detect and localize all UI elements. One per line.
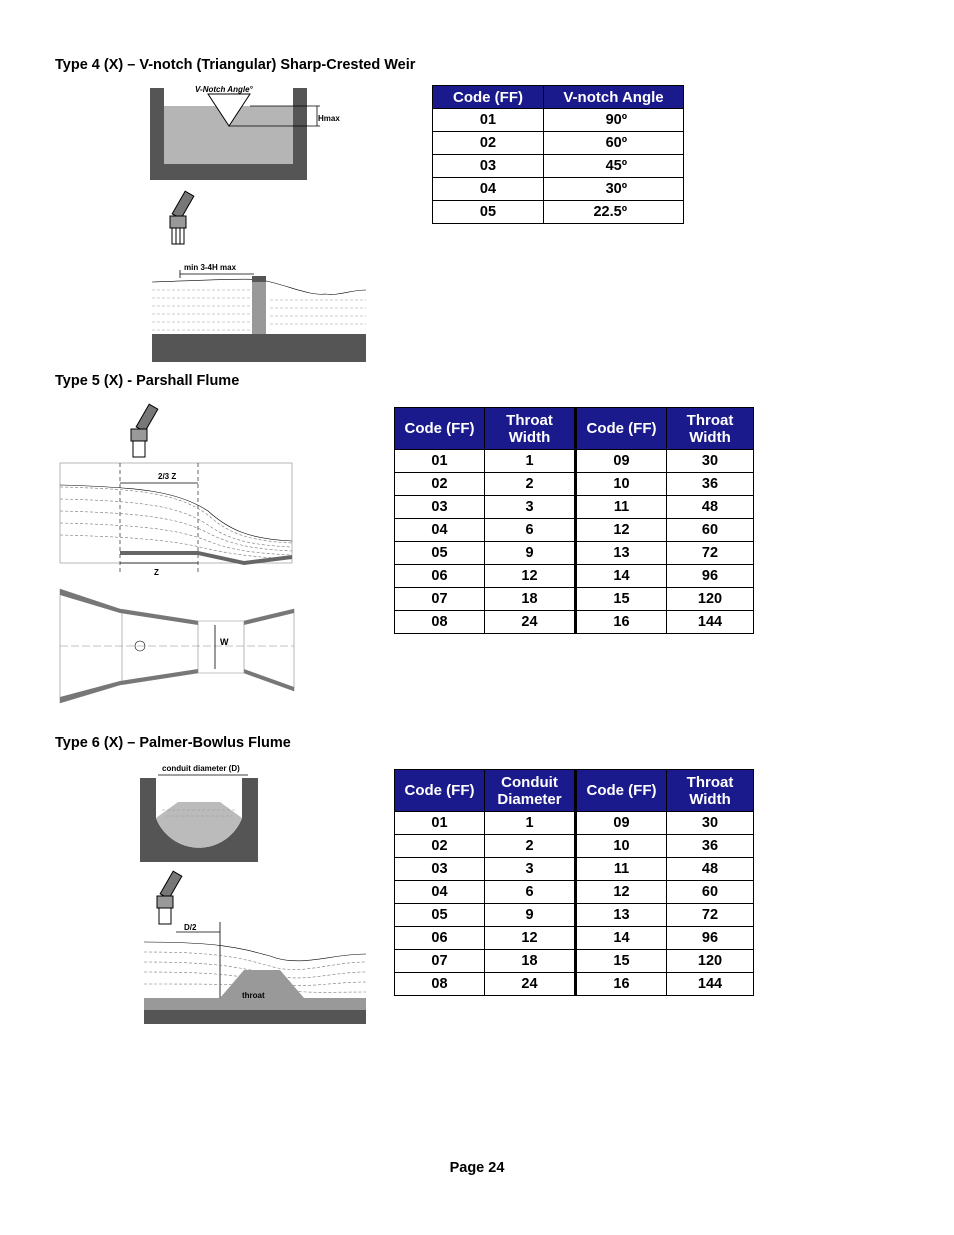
table-row — [395, 950, 754, 973]
table-cell: 96 — [667, 927, 754, 950]
table-cell: 02 — [433, 132, 544, 155]
table-row — [395, 519, 754, 542]
vnotch-angle-label: V-Notch Angle° — [195, 85, 253, 94]
table-cell: 9 — [485, 542, 576, 565]
table-cell: 10 — [576, 835, 667, 858]
table-cell: 3 — [485, 496, 576, 519]
table-cell: 07 — [395, 950, 485, 973]
conduit-diameter-label: conduit diameter (D) — [162, 764, 240, 773]
table-row — [395, 835, 754, 858]
table-cell: 36 — [667, 835, 754, 858]
type4-heading: Type 4 (X) – V-notch (Triangular) Sharp-Crested Weir — [55, 57, 416, 73]
type5-table — [394, 407, 754, 634]
table-row — [395, 858, 754, 881]
table-row — [395, 542, 754, 565]
table-cell: 05 — [395, 542, 485, 565]
table-cell: 08 — [395, 973, 485, 996]
type6-heading: Type 6 (X) – Palmer-Bowlus Flume — [55, 735, 291, 751]
table-cell: 04 — [395, 519, 485, 542]
table-cell: 90º — [544, 109, 684, 132]
table-cell: 13 — [576, 904, 667, 927]
table-row — [395, 473, 754, 496]
table-row — [395, 881, 754, 904]
table-cell: 1 — [485, 812, 576, 835]
table-cell: 12 — [485, 565, 576, 588]
table-cell: 120 — [667, 950, 754, 973]
parshall-flume-figure — [58, 403, 298, 705]
table-cell: 11 — [576, 496, 667, 519]
table-cell: 09 — [576, 450, 667, 473]
table-cell: 04 — [433, 178, 544, 201]
vnotch-weir-figure — [150, 84, 366, 364]
table-cell: 16 — [576, 611, 667, 634]
table-cell: 14 — [576, 565, 667, 588]
table-cell: 96 — [667, 565, 754, 588]
type6-table — [394, 769, 754, 996]
table-cell: 18 — [485, 950, 576, 973]
table-cell: 03 — [395, 496, 485, 519]
table-cell: 1 — [485, 450, 576, 473]
table-cell: 12 — [485, 927, 576, 950]
table-cell: 12 — [576, 519, 667, 542]
table-cell: 09 — [576, 812, 667, 835]
table-row — [433, 178, 684, 201]
table-row — [395, 565, 754, 588]
min-distance-label: min 3-4H max — [184, 263, 237, 272]
table-cell: 48 — [667, 858, 754, 881]
table-cell: 9 — [485, 904, 576, 927]
table-cell: 2 — [485, 835, 576, 858]
w-label: W — [220, 637, 229, 647]
table-cell: 24 — [485, 973, 576, 996]
table-cell: 60 — [667, 519, 754, 542]
table-cell: 18 — [485, 588, 576, 611]
type6-header-code-2: Code (FF) — [576, 770, 667, 812]
hmax-label: Hmax — [318, 114, 340, 123]
two-thirds-z-label: 2/3 Z — [158, 472, 177, 481]
table-cell: 03 — [395, 858, 485, 881]
table-cell: 45º — [544, 155, 684, 178]
table-cell: 12 — [576, 881, 667, 904]
type5-header-width-1: Throat Width — [485, 408, 576, 450]
table-cell: 24 — [485, 611, 576, 634]
table-cell: 02 — [395, 835, 485, 858]
table-cell: 16 — [576, 973, 667, 996]
table-row — [433, 109, 684, 132]
table-cell: 120 — [667, 588, 754, 611]
type6-header-code-1: Code (FF) — [395, 770, 485, 812]
table-cell: 144 — [667, 973, 754, 996]
sensor-icon — [157, 871, 182, 924]
table-cell: 10 — [576, 473, 667, 496]
type4-header-code: Code (FF) — [433, 86, 544, 109]
table-row — [433, 155, 684, 178]
table-row — [433, 132, 684, 155]
table-cell: 05 — [395, 904, 485, 927]
table-cell: 144 — [667, 611, 754, 634]
table-cell: 36 — [667, 473, 754, 496]
table-row — [395, 927, 754, 950]
type6-header-width: Throat Width — [667, 770, 754, 812]
table-cell: 72 — [667, 904, 754, 927]
table-cell: 15 — [576, 950, 667, 973]
table-cell: 03 — [433, 155, 544, 178]
table-cell: 60 — [667, 881, 754, 904]
type5-header-width-2: Throat Width — [667, 408, 754, 450]
type5-header-code-1: Code (FF) — [395, 408, 485, 450]
table-cell: 30 — [667, 812, 754, 835]
table-row — [395, 611, 754, 634]
table-row — [395, 812, 754, 835]
table-cell: 13 — [576, 542, 667, 565]
table-row — [395, 973, 754, 996]
table-cell: 15 — [576, 588, 667, 611]
table-cell: 06 — [395, 927, 485, 950]
table-cell: 6 — [485, 519, 576, 542]
palmer-bowlus-figure — [140, 762, 366, 1026]
table-row — [395, 496, 754, 519]
table-cell: 2 — [485, 473, 576, 496]
table-row — [395, 904, 754, 927]
table-cell: 02 — [395, 473, 485, 496]
table-cell: 11 — [576, 858, 667, 881]
table-cell: 30º — [544, 178, 684, 201]
table-cell: 72 — [667, 542, 754, 565]
table-cell: 08 — [395, 611, 485, 634]
table-cell: 22.5º — [544, 201, 684, 224]
page-number: Page 24 — [449, 1160, 505, 1176]
table-cell: 07 — [395, 588, 485, 611]
sensor-icon — [131, 404, 158, 457]
table-cell: 06 — [395, 565, 485, 588]
table-row — [433, 201, 684, 224]
z-label: Z — [154, 568, 159, 577]
type5-header-code-2: Code (FF) — [576, 408, 667, 450]
table-row — [395, 450, 754, 473]
table-cell: 05 — [433, 201, 544, 224]
type5-heading: Type 5 (X) - Parshall Flume — [55, 373, 240, 389]
type4-table — [432, 85, 684, 224]
table-cell: 01 — [395, 450, 485, 473]
table-cell: 3 — [485, 858, 576, 881]
table-cell: 01 — [395, 812, 485, 835]
table-row — [395, 588, 754, 611]
table-cell: 14 — [576, 927, 667, 950]
table-cell: 48 — [667, 496, 754, 519]
throat-label: throat — [242, 991, 265, 1000]
type6-header-diameter: Conduit Diameter — [485, 770, 576, 812]
table-cell: 60º — [544, 132, 684, 155]
sensor-icon — [170, 191, 194, 244]
table-cell: 30 — [667, 450, 754, 473]
table-cell: 01 — [433, 109, 544, 132]
type4-header-angle: V-notch Angle — [544, 86, 684, 109]
d-half-label: D/2 — [184, 923, 197, 932]
table-cell: 04 — [395, 881, 485, 904]
table-cell: 6 — [485, 881, 576, 904]
